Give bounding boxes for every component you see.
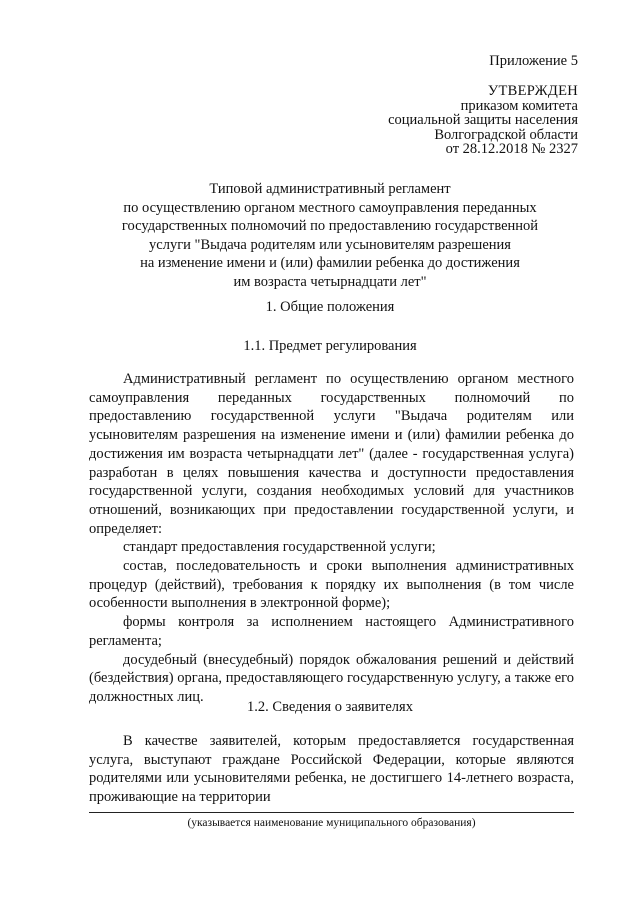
paragraph: В качестве заявителей, которым предоставляется государственная услуга, выступают граждане Российской Федерации, которые являются родителями или усыновителями ребенка, не достигшего 14-летнего возраста, проживающие на территории (89, 733, 574, 806)
approved-line-3: социальной защиты населения (388, 112, 578, 128)
paragraph: состав, последовательность и сроки выполнения административных процедур (действий), требования к порядку их выполнения (в том числе особенности выполнения в электронной форме); (89, 558, 574, 612)
title-line: услуги "Выдача родителям или усыновителям разрешения (149, 236, 511, 253)
approved-line-5: от 28.12.2018 № 2327 (445, 141, 578, 157)
title-line: государственных полномочий по предоставлению государственной (121, 218, 539, 235)
section-heading: 1. Общие положения (265, 299, 395, 315)
fill-in-caption: (указывается наименование муниципального образования) (187, 817, 476, 829)
subsection-heading: 1.1. Предмет регулирования (243, 338, 417, 354)
fill-in-line (89, 812, 574, 813)
paragraph: формы контроля за исполнением настоящего Административного регламента; (89, 614, 574, 649)
title-line: им возраста четырнадцати лет" (233, 273, 427, 290)
title-line: на изменение имени и (или) фамилии ребенка до достижения (140, 255, 520, 272)
paragraph: стандарт предоставления государственной услуги; (123, 539, 436, 556)
approved-line-1: УТВЕРЖДЕН (487, 83, 578, 99)
paragraph: досудебный (внесудебный) порядок обжалования решений и действий (бездействия) органа, предоставляющего государственную услугу, а также его должностных лиц. (89, 651, 574, 705)
title-line: по осуществлению органом местного самоуправления переданных (123, 199, 537, 216)
paragraph: Административный регламент по осуществлению органом местного самоуправления переданных государственных полномочий по предоставлению государственной услуги "Выдача родителям или усыновителям разрешения на изменение имени и (или) фамилии ребенка до достижения им возраста четырнадцати лет" (далее - государственная услуга) разработан в целях повышения качества и доступности предоставления государственной услуги, создания необходимых условий для участников отношений, возникающих при предоставлении государственной услуги, и определяет: (89, 371, 574, 537)
title-line: Типовой административный регламент (209, 181, 451, 197)
document-title (60, 180, 600, 292)
subsection-2-body (89, 732, 574, 807)
approved-line-4: Волгоградской области (434, 126, 578, 143)
subsection-1-body (89, 370, 574, 707)
subsection-heading: 1.2. Сведения о заявителях (247, 699, 413, 715)
approval-stamp (388, 84, 578, 157)
approved-line-2: приказом комитета (460, 97, 578, 114)
appendix-label: Приложение 5 (489, 53, 578, 69)
